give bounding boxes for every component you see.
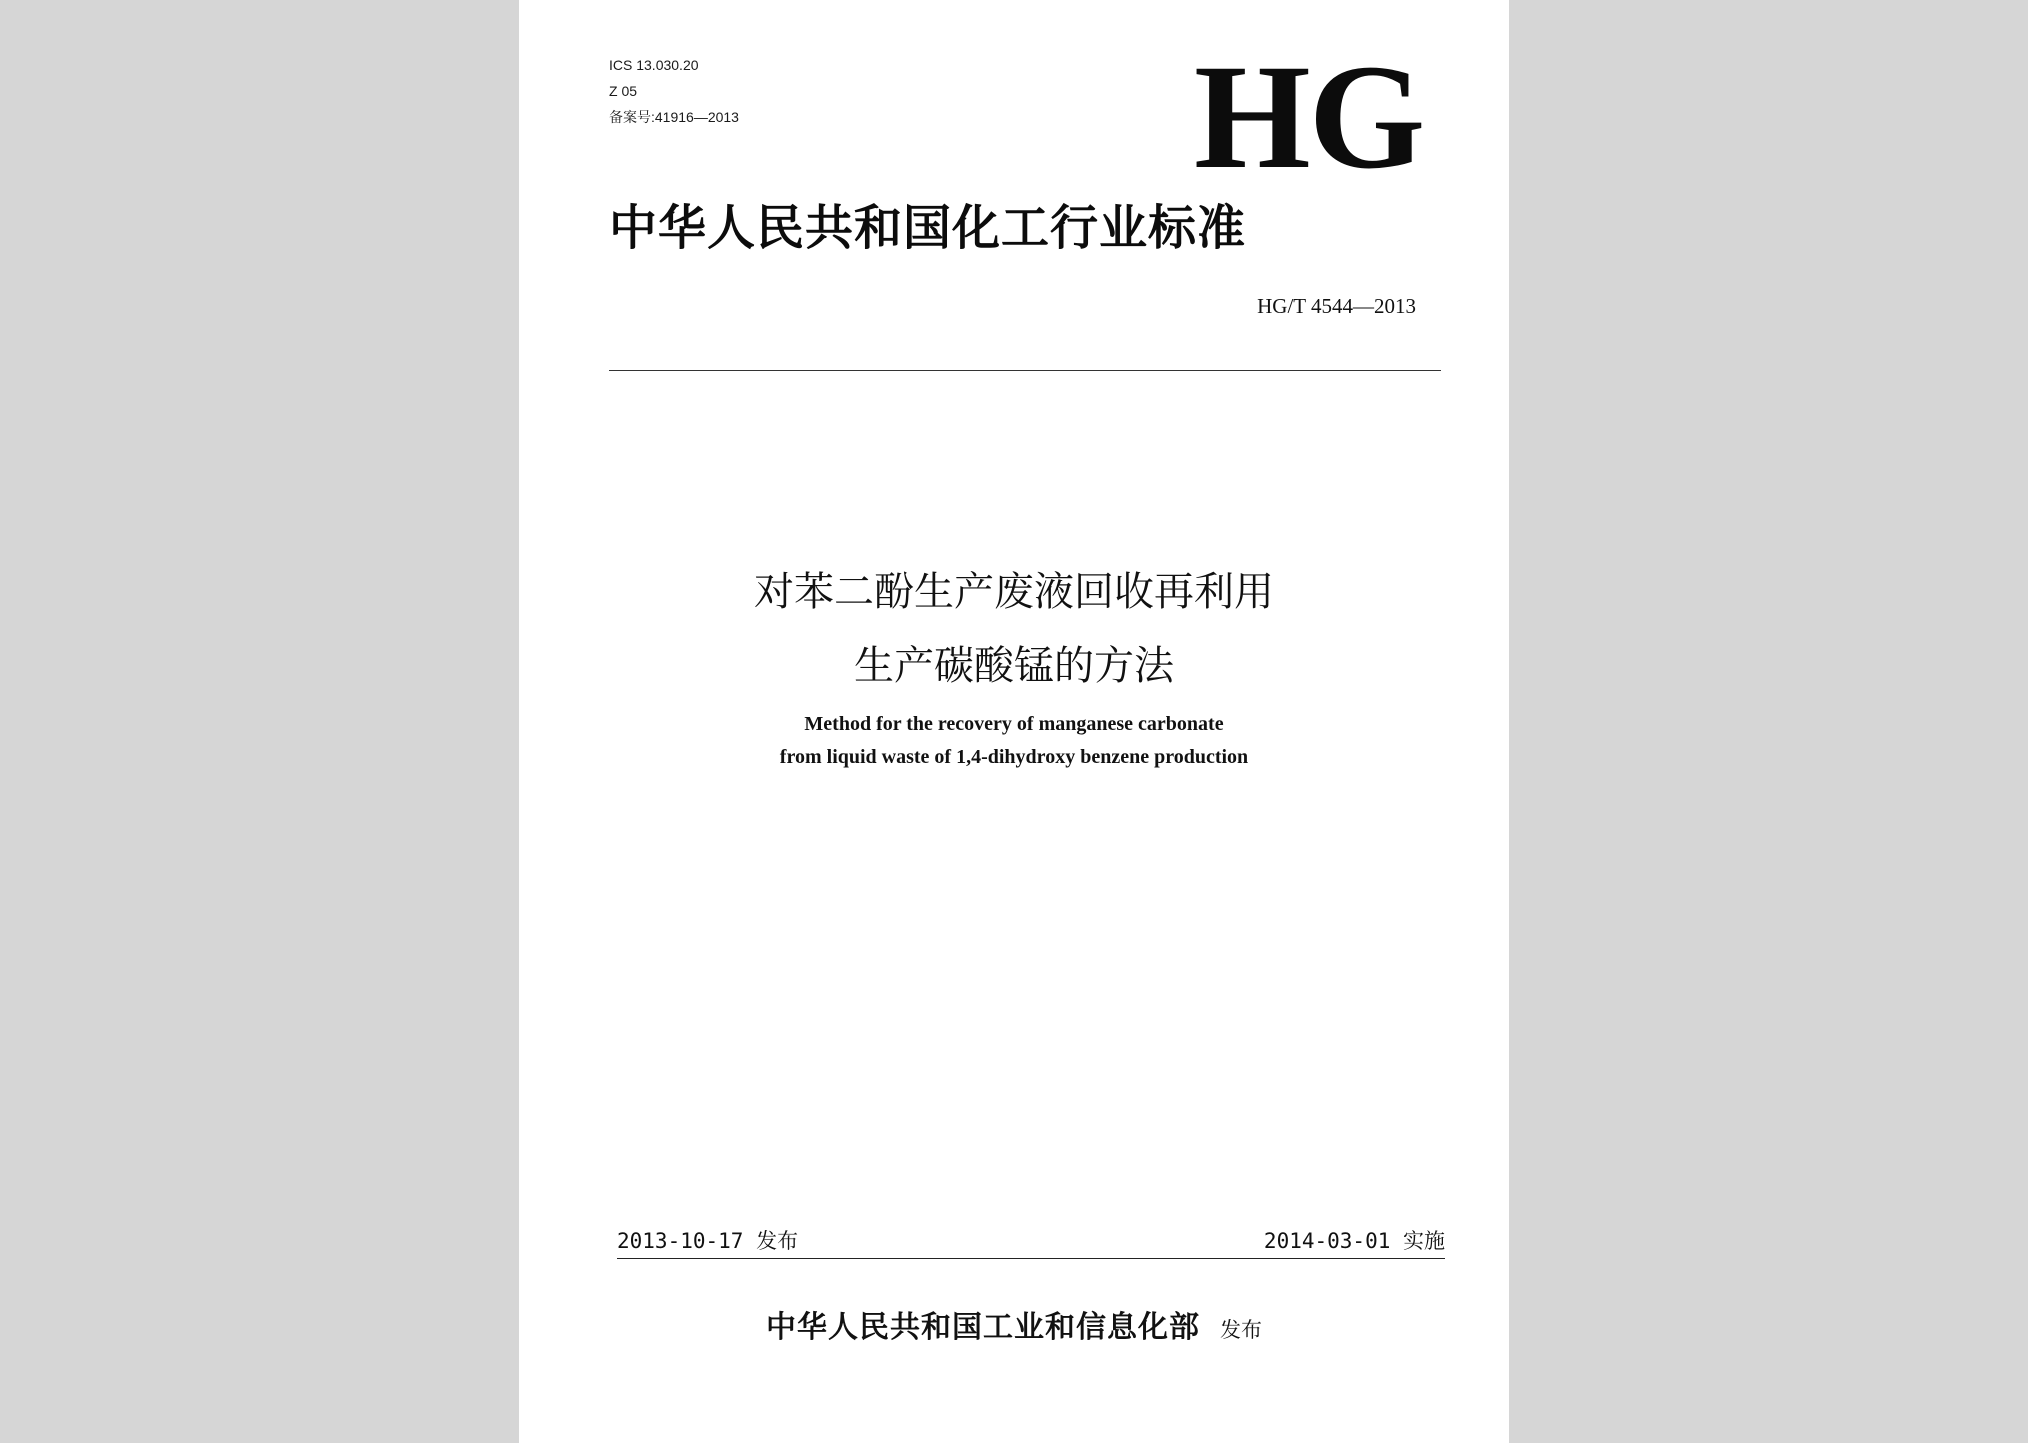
title-en-line: from liquid waste of 1,4-dihydroxy benzene production xyxy=(779,746,1249,768)
publisher-suffix: 发布 xyxy=(1220,1318,1262,1342)
document-title-zh xyxy=(519,555,1509,703)
dates-row xyxy=(617,1224,1445,1259)
issue-date: 2013-10-17 发布 xyxy=(617,1229,799,1253)
document-page xyxy=(519,0,1509,1443)
classification-block xyxy=(609,52,739,130)
document-title-en xyxy=(519,708,1509,774)
standard-code: HG/T 4544—2013 xyxy=(1257,294,1416,318)
title-zh-line: 生产碳酸锰的方法 xyxy=(854,643,1174,689)
publisher-line xyxy=(519,1306,1509,1352)
title-en-line: Method for the recovery of manganese carbonate xyxy=(804,713,1224,735)
title-zh-line: 对苯二酚生产废液回收再利用 xyxy=(754,569,1274,615)
hg-logo: HG xyxy=(1194,34,1424,200)
implementation-date: 2014-03-01 实施 xyxy=(1263,1229,1445,1253)
record-number: 备案号:41916—2013 xyxy=(609,109,739,125)
publisher-name: 中华人民共和国工业和信息化部 xyxy=(766,1310,1200,1345)
class-code: Z 05 xyxy=(609,83,638,99)
ics-code: ICS 13.030.20 xyxy=(609,57,699,73)
standard-title: 中华人民共和国化工行业标准 xyxy=(609,200,1247,256)
header-divider xyxy=(609,370,1441,371)
